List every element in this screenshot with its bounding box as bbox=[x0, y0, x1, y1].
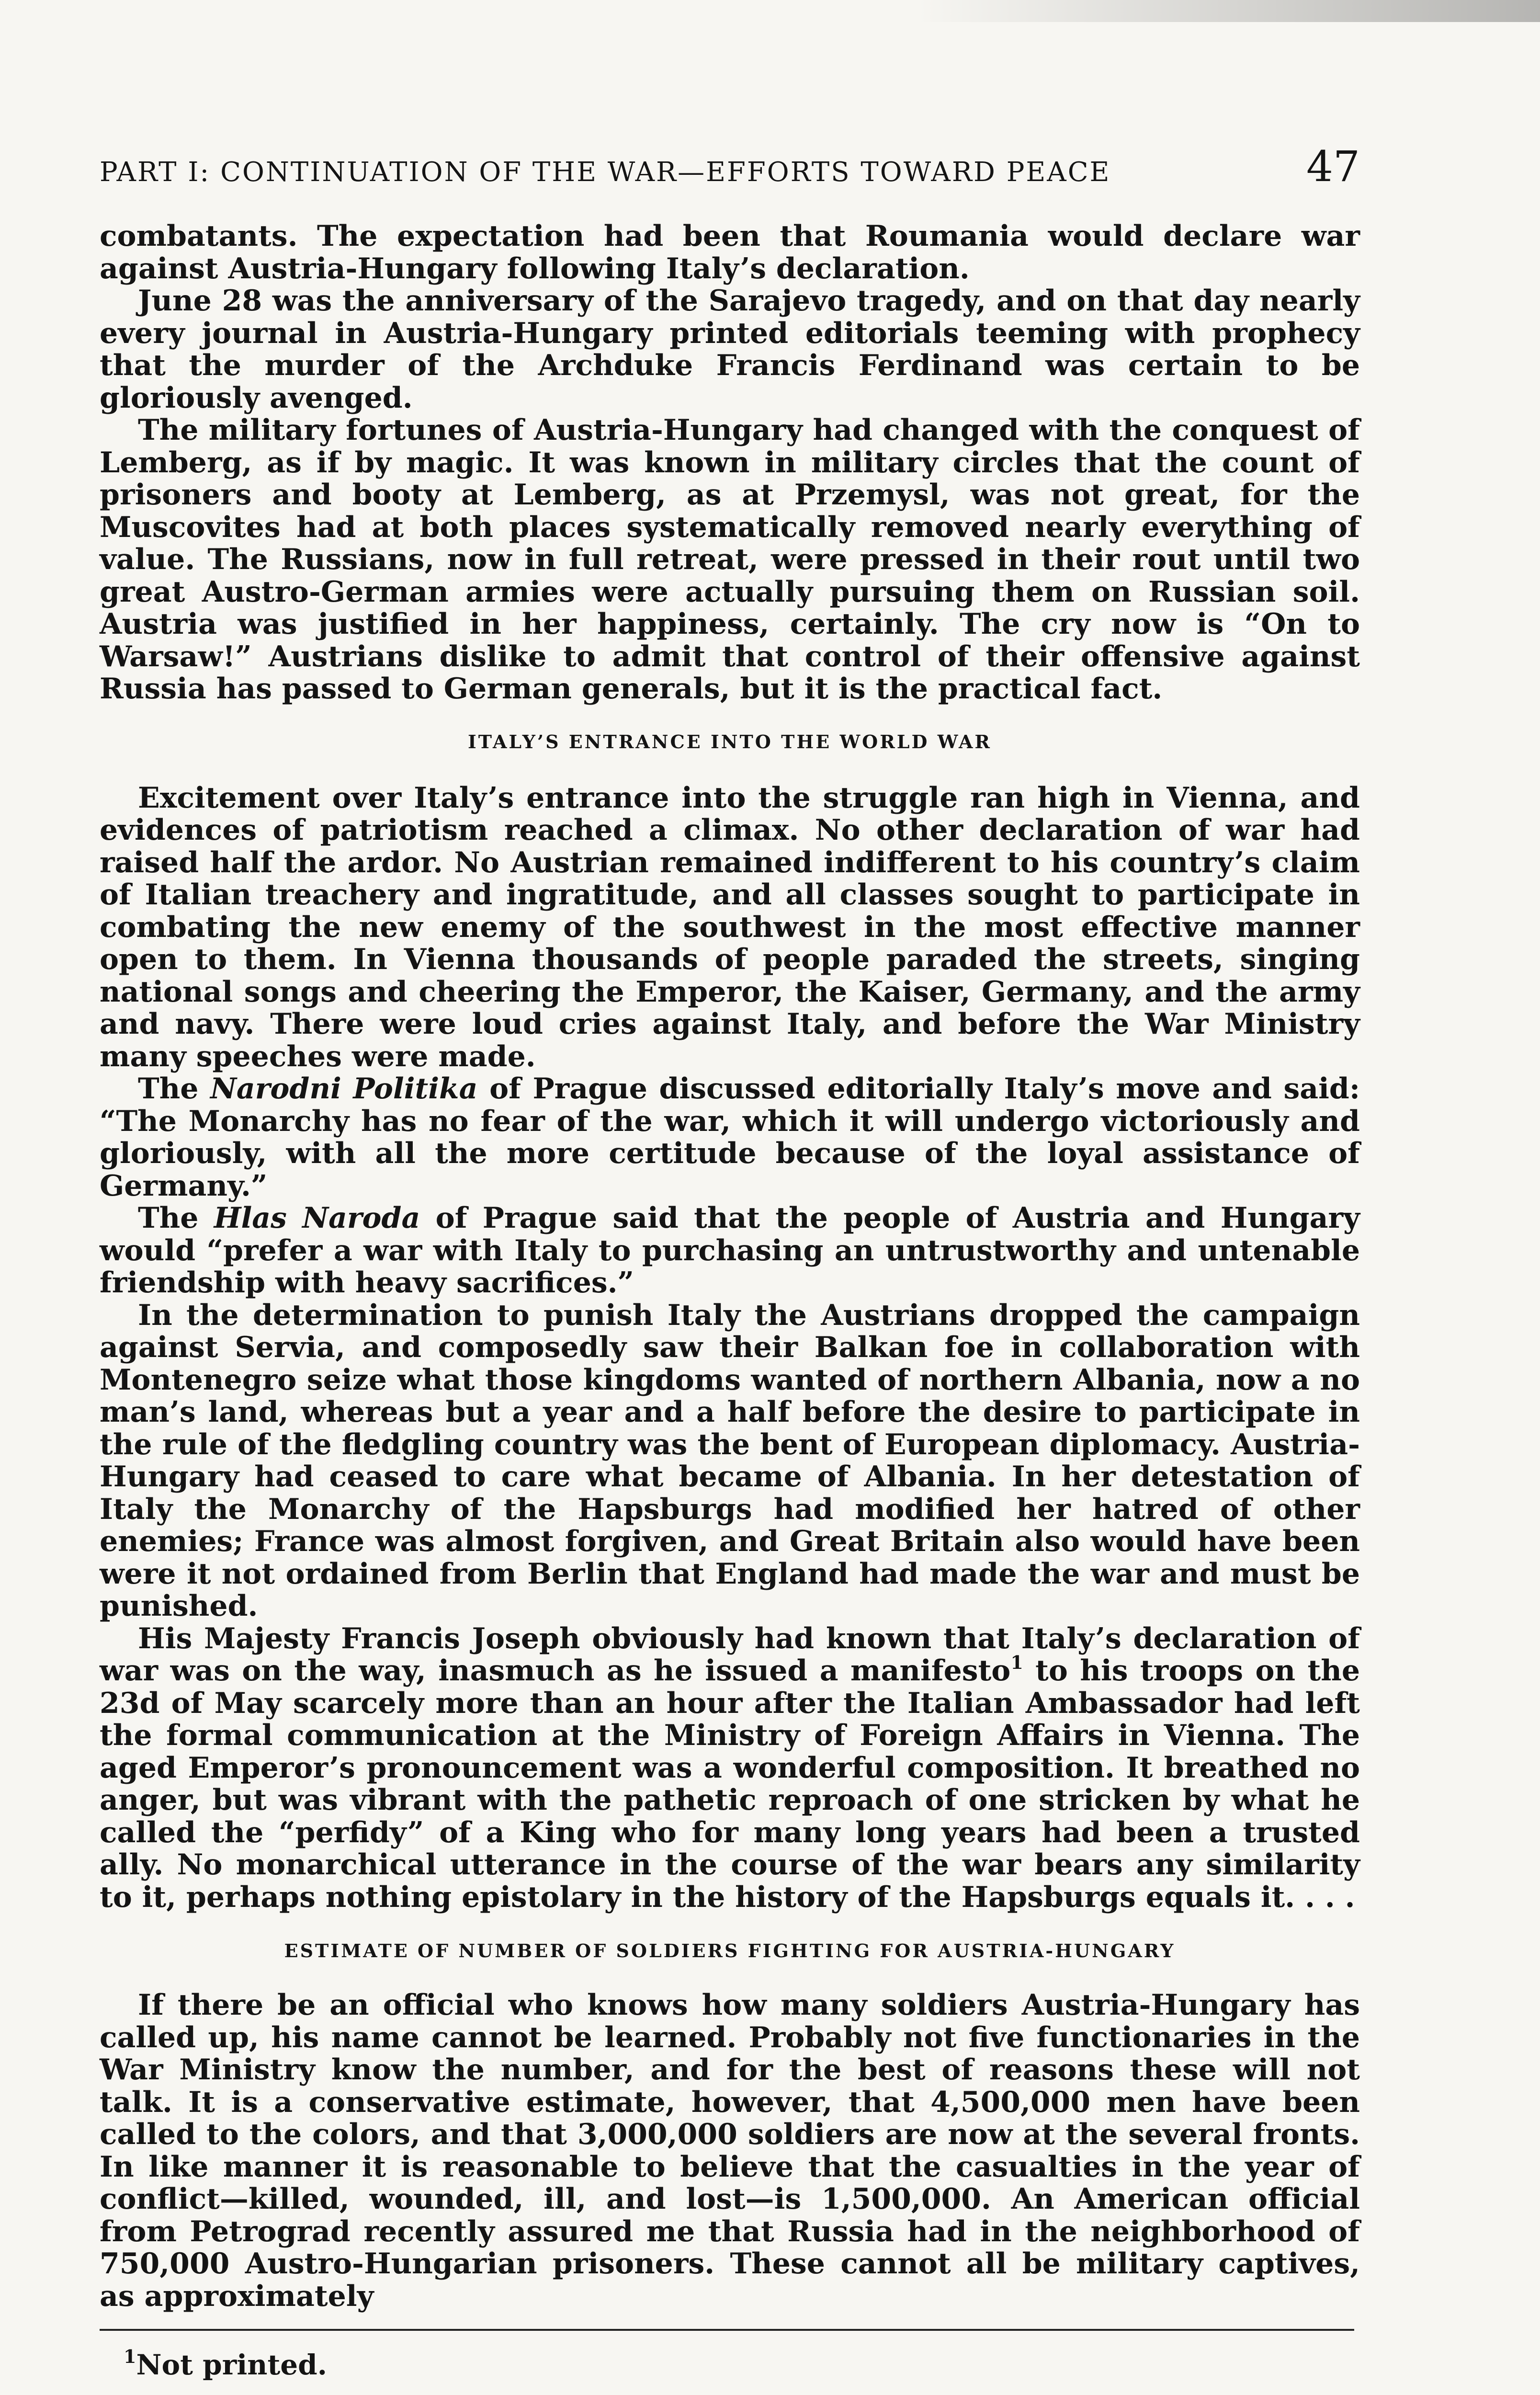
text-run: of Prague said that the people of Austria and Hungary would “prefer a war with Italy to purchasing an untrustworthy and untenable friendship with heavy sacrifices.” bbox=[100, 1201, 1360, 1300]
text-run: The bbox=[138, 1072, 211, 1106]
newspaper-title: Narodni Politika bbox=[210, 1072, 478, 1106]
paragraph: The military fortunes of Austria-Hungary had changed with the conquest of Lemberg, as if by magic. It was known in military circles that the count of prisoners and booty at Lemberg, as at Przemysl, was not great, for the Muscovites had at both places systematically removed nearly everything of value. The Russians, now in full retreat, were pressed in their rout until two great Austro-German armies were actually pursuing them on Russian soil. Austria was justified in her happiness, certainly. The cry now is “On to Warsaw!” Austrians dislike to admit that control of their offensive against Russia has passed to German generals, but it is the practical fact. bbox=[100, 413, 1360, 706]
scan-edge-artifact bbox=[917, 0, 1540, 22]
section-heading-italy: ITALY’S ENTRANCE INTO THE WORLD WAR bbox=[467, 730, 992, 753]
section-heading-estimate: ESTIMATE OF NUMBER OF SOLDIERS FIGHTING FOR AUSTRIA-HUNGARY bbox=[284, 1940, 1176, 1962]
text-run: of Prague discussed editorially Italy’s move and said: “The Monarchy has no fear of the war, which it will undergo victoriously and gloriously, with all the more certitude because of the loyal assistance of Germany.” bbox=[100, 1072, 1360, 1203]
paragraph bbox=[100, 1202, 1360, 1300]
footnote bbox=[100, 2348, 1360, 2382]
text-run: The bbox=[138, 1201, 214, 1235]
body-text bbox=[100, 220, 1360, 2313]
document-page bbox=[100, 144, 1360, 2382]
header-title: PART I: CONTINUATION OF THE WAR—EFFORTS TOWARD PEACE bbox=[100, 157, 1111, 188]
paragraph: combatants. The expectation had been that Roumania would declare war against Austria-Hungary following Italy’s declaration. bbox=[100, 219, 1360, 285]
footnote-marker: 1 bbox=[124, 2346, 136, 2367]
page-number: 47 bbox=[1306, 142, 1360, 191]
paragraph: If there be an official who knows how many soldiers Austria-Hungary has called up, his name cannot be learned. Probably not five functionaries in the War Ministry know the number, and for the best of reasons these will not talk. It is a conservative estimate, however, that 4,500,000 men have been called to the colors, and that 3,000,000 soldiers are now at the several fronts. In like manner it is reasonable to believe that the casualties in the year of conflict—killed, wounded, ill, and lost—is 1,500,000. An American official from Petrograd recently assured me that Russia had in the neighborhood of 750,000 Austro-Hungarian prisoners. These cannot all be military captives, as approximately bbox=[100, 1988, 1360, 2313]
footnote-text: Not printed. bbox=[136, 2349, 327, 2381]
text-run: His Majesty Francis Joseph obviously had known that Italy’s declaration of war was on the way, inasmuch as he issued a manifesto bbox=[100, 1621, 1360, 1688]
paragraph: June 28 was the anniversary of the Sarajevo tragedy, and on that day nearly every journal in Austria-Hungary printed editorials teeming with prophecy that the murder of the Archduke Francis Ferdinand was certain to be gloriously avenged. bbox=[100, 284, 1360, 415]
footnote-divider bbox=[100, 2329, 1354, 2331]
newspaper-title: Hlas Naroda bbox=[214, 1201, 420, 1235]
paragraph bbox=[100, 1073, 1360, 1202]
running-header bbox=[100, 144, 1360, 190]
paragraph: Excitement over Italy’s entrance into the struggle ran high in Vienna, and evidences of patriotism reached a climax. No other declaration of war had raised half the ardor. No Austrian remained indifferent to his country’s claim of Italian treachery and ingratitude, and all classes sought to participate in combating the new enemy of the southwest in the most effective manner open to them. In Vienna thousands of people paraded the streets, singing national songs and cheering the Emperor, the Kaiser, Germany, and the army and navy. There were loud cries against Italy, and before the War Ministry many speeches were made. bbox=[100, 781, 1360, 1073]
paragraph bbox=[100, 1623, 1360, 1914]
footnote-reference[interactable]: 1 bbox=[1010, 1652, 1023, 1673]
text-run: to his troops on the 23d of May scarcely more than an hour after the Italian Ambassador had left the formal communication at the Ministry of Foreign Affairs in Vienna. The aged Emperor’s pronouncement was a wonderful composition. It breathed no anger, but was vibrant with the pathetic reproach of one stricken by what he called the “perfidy” of a King who for many long years had been a trusted ally. No monarchical utterance in the course of the war bears any similarity to it, perhaps nothing epistolary in the history of the Hapsburgs equals it. . . . bbox=[100, 1654, 1360, 1914]
paragraph: In the determination to punish Italy the Austrians dropped the campaign against Servia, and composedly saw their Balkan foe in collaboration with Montenegro seize what those kingdoms wanted of northern Albania, now a no man’s land, whereas but a year and a half before the desire to participate in the rule of the fledgling country was the bent of European diplomacy. Austria-Hungary had ceased to care what became of Albania. In her detestation of Italy the Monarchy of the Hapsburgs had modified her hatred of other enemies; France was almost forgiven, and Great Britain also would have been were it not ordained from Berlin that England had made the war and must be punished. bbox=[100, 1298, 1360, 1623]
